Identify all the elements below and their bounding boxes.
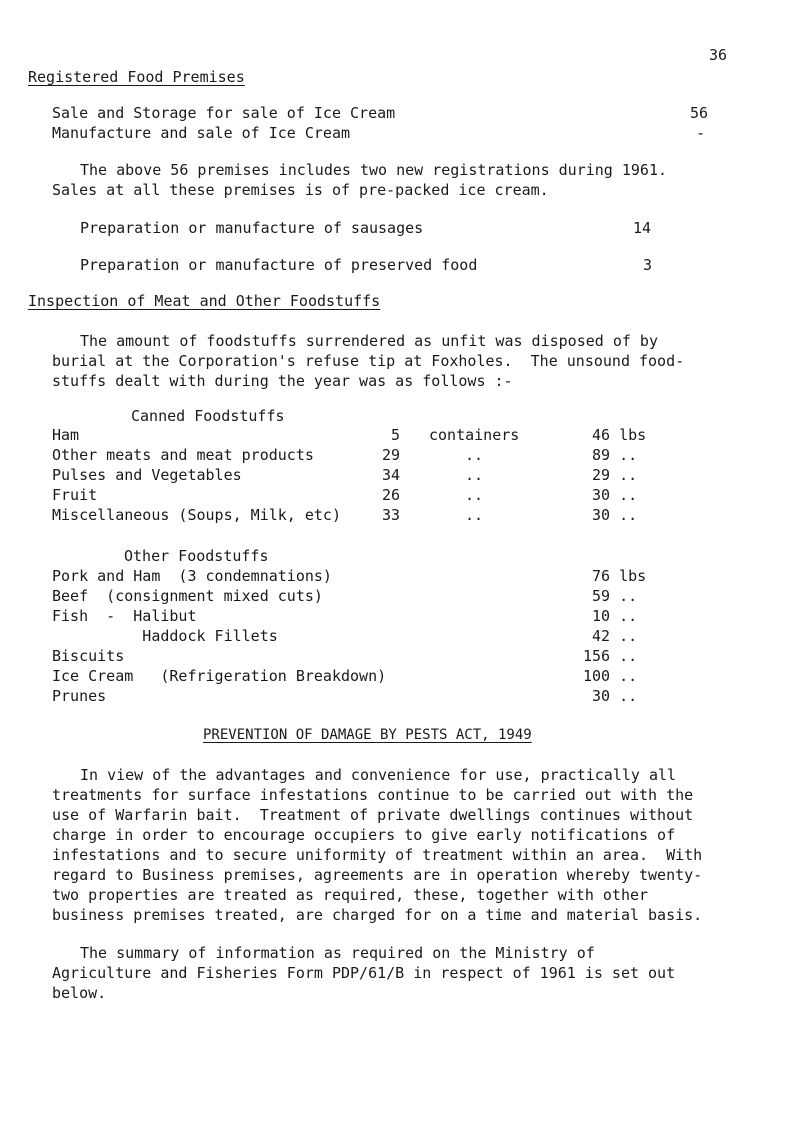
row-value: 3 [643, 256, 653, 274]
item: Fish - Halibut [52, 607, 197, 625]
section-heading-pests-act: PREVENTION OF DAMAGE BY PESTS ACT, 1949 [203, 727, 532, 743]
note-line: The above 56 premises includes two new registrations during 1961. [80, 161, 667, 179]
item: Beef (consignment mixed cuts) [52, 587, 323, 605]
count: 29 [381, 446, 400, 464]
unit: containers [429, 426, 520, 444]
weight: 30 .. [592, 687, 638, 705]
para-line: The amount of foodstuffs surrendered as unfit was disposed of by [80, 332, 658, 350]
row-label: Preparation or manufacture of sausages [80, 219, 424, 237]
other-heading: Other Foodstuffs [124, 547, 269, 565]
count: 26 [381, 486, 400, 504]
unit: .. [465, 506, 484, 524]
note-line: Sales at all these premises is of pre-packed ice cream. [52, 181, 549, 199]
row-value: 14 [633, 219, 652, 237]
canned-heading: Canned Foodstuffs [131, 407, 285, 425]
para-line: business premises treated, are charged for on a time and material basis. [52, 906, 703, 924]
item: Ham [52, 426, 80, 444]
item: Ice Cream (Refrigeration Breakdown) [52, 667, 387, 685]
para-line: Agriculture and Fisheries Form PDP/61/B in respect of 1961 is set out [52, 964, 676, 982]
row-label: Manufacture and sale of Ice Cream [52, 124, 351, 142]
row-label: Preparation or manufacture of preserved food [80, 256, 478, 274]
para-line: treatments for surface infestations continue to be carried out with the [52, 786, 694, 804]
para-line: two properties are treated as required, these, together with other [52, 886, 649, 904]
weight: 42 .. [592, 627, 638, 645]
para-line: burial at the Corporation's refuse tip at Foxholes. The unsound food- [52, 352, 685, 370]
weight: 76 lbs [592, 567, 647, 585]
weight: 29 .. [592, 466, 638, 484]
row-label: Sale and Storage for sale of Ice Cream [52, 104, 396, 122]
count: 5 [390, 426, 400, 444]
weight: 30 .. [592, 506, 638, 524]
item: Pulses and Vegetables [52, 466, 242, 484]
row-value: 56 [690, 104, 709, 122]
weight: 30 .. [592, 486, 638, 504]
para-line: The summary of information as required on the Ministry of [80, 944, 595, 962]
weight: 10 .. [592, 607, 638, 625]
item: Prunes [52, 687, 107, 705]
section-heading-registered-premises: Registered Food Premises [28, 68, 245, 86]
row-value: - [696, 124, 706, 142]
para-line: stuffs dealt with during the year was as follows :- [52, 372, 513, 390]
weight: 156 .. [583, 647, 638, 665]
para-line: charge in order to encourage occupiers to give early notifications of [52, 826, 676, 844]
item: Biscuits [52, 647, 125, 665]
unit: .. [465, 486, 484, 504]
unit: .. [465, 466, 484, 484]
page-number: 36 [709, 46, 728, 64]
weight: 59 .. [592, 587, 638, 605]
count: 33 [381, 506, 400, 524]
para-line: below. [52, 984, 107, 1002]
section-heading-inspection: Inspection of Meat and Other Foodstuffs [28, 292, 381, 310]
item: Miscellaneous (Soups, Milk, etc) [52, 506, 341, 524]
item: Fruit [52, 486, 98, 504]
item: Pork and Ham (3 condemnations) [52, 567, 332, 585]
weight: 100 .. [583, 667, 638, 685]
unit: .. [465, 446, 484, 464]
weight: 46 lbs [592, 426, 647, 444]
item: Other meats and meat products [52, 446, 314, 464]
para-line: regard to Business premises, agreements are in operation whereby twenty- [52, 866, 703, 884]
weight: 89 .. [592, 446, 638, 464]
count: 34 [381, 466, 400, 484]
para-line: use of Warfarin bait. Treatment of private dwellings continues without [52, 806, 694, 824]
item: Haddock Fillets [52, 627, 278, 645]
para-line: infestations and to secure uniformity of treatment within an area. With [52, 846, 703, 864]
para-line: In view of the advantages and convenience for use, practically all [80, 766, 677, 784]
